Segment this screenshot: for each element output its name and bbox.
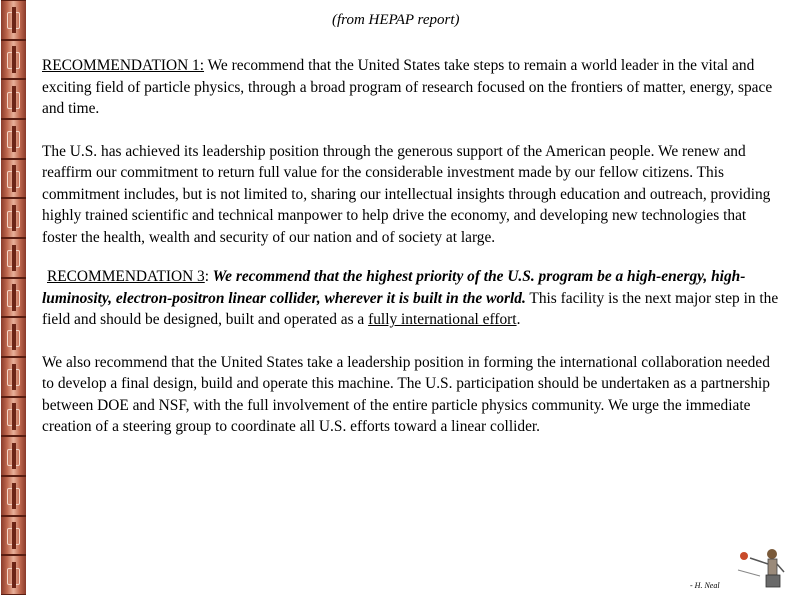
recommendation-3-colon: :: [204, 268, 210, 285]
recommendation-1-label: RECOMMENDATION 1:: [42, 57, 205, 74]
recommendation-3-emphasis: We recommend that the highest priority of the U.S. program be a high-energy, high-luminosity, electron-positron linear collider, wherever it is built in the world.: [42, 268, 746, 307]
source-header: (from HEPAP report): [332, 12, 460, 28]
recommendation-3-paragraph: [42, 266, 782, 331]
leadership-paragraph: The U.S. has achieved its leadership position through the generous support of the American people. We renew and reaffirm our commitment to return full value for the considerable investment made by our fellow citizens. This commitment includes, but is not limited to, sharing our intellectual insights through education and outreach, providing highly trained scientific and technical manpower to help drive the economy, and developing new technologies that foster the health, wealth and security of our nation and of society at large.: [42, 142, 771, 246]
recommendation-3-text: This facility is the next major step in the field and should be designed, built and operated as a: [42, 289, 779, 328]
recommendation-1-paragraph: [42, 55, 782, 120]
international-paragraph: We also recommend that the United States take a leadership position in forming the international collaboration needed to develop a final design, build and operate this machine. The U.S. participation should be undertaken as a partnership between DOE and NSF, with the full involvement of the entire particle physics community. We urge the immediate creation of a steering group to coordinate all U.S. efforts toward a linear collider.: [42, 353, 771, 435]
document-body: [42, 55, 782, 438]
recommendation-3-underlined: fully international effort: [368, 311, 517, 328]
recommendation-3-label: RECOMMENDATION 3: [47, 268, 205, 285]
recommendation-3-end: .: [516, 311, 521, 328]
signature: - H. Neal: [690, 581, 720, 590]
recommendation-1-text: We recommend that the United States take steps to remain a world leader in the vital and exciting field of particle physics, through a broad program of research focused on the frontiers of matter, energy, space and time.: [42, 57, 773, 117]
mascot-icon: [730, 540, 790, 590]
decorative-left-border: [0, 0, 28, 595]
